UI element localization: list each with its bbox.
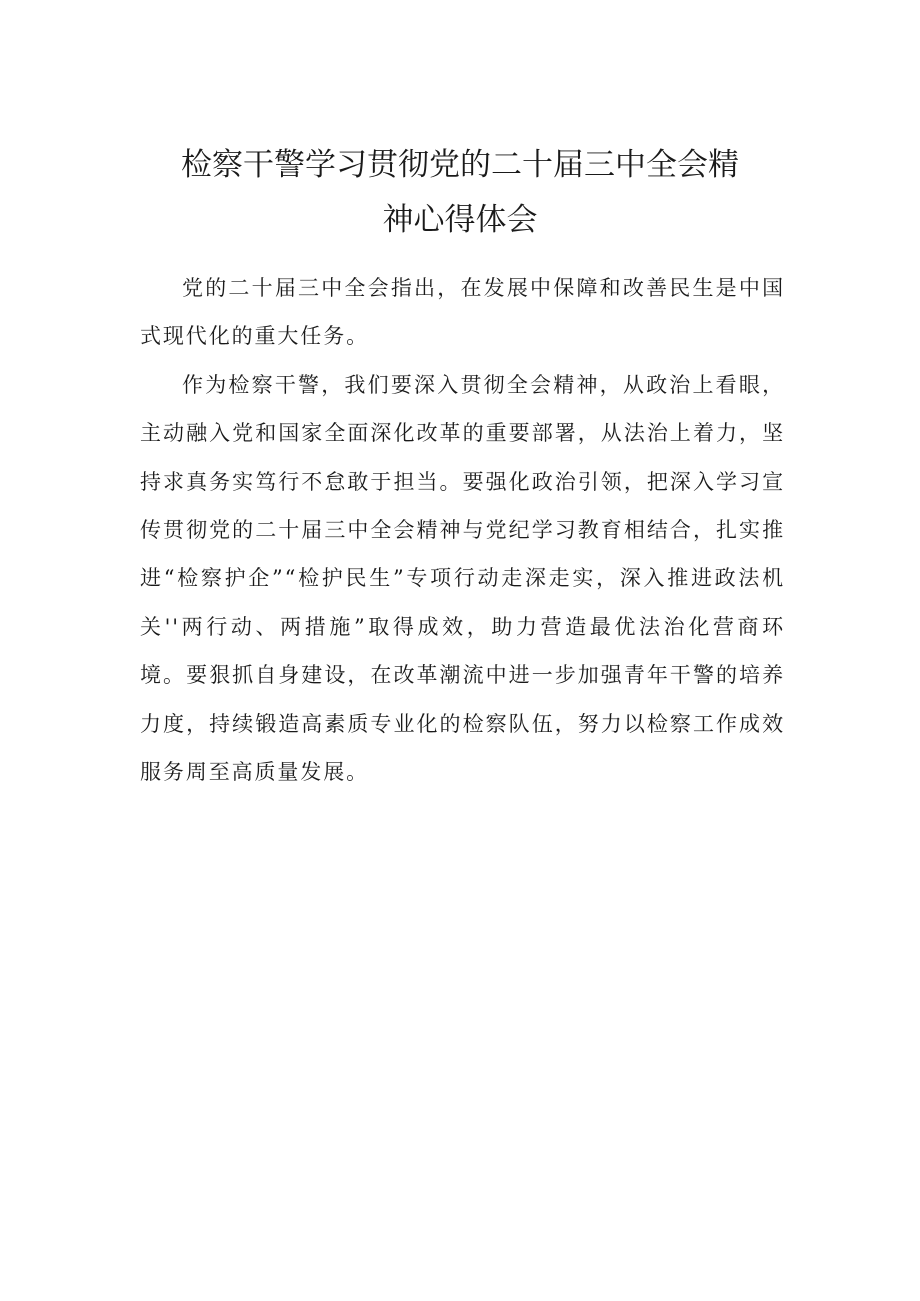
title-line-2: 神心得体会	[382, 202, 538, 238]
title-line-1: 检察干警学习贯彻党的二十届三中全会精	[181, 147, 739, 183]
document-title	[140, 138, 780, 248]
paragraph-2: 作为检察干警，我们要深入贯彻全会精神，从政治上看眼，主动融入党和国家全面深化改革的重要部署，从法治上着力，坚持求真务实笃行不怠敢于担当。要强化政治引领，把深入学习宣传贯彻党的二十届三中全会精神与党纪学习教育相结合，扎实推进“检察护企”“检护民生”专项行动走深走实，深入推进政法机关''两行动、两措施”取得成效，助力营造最优法治化营商环境。要狠抓自身建设，在改革潮流中进一步加强青年干警的培养力度，持续锻造高素质专业化的检察队伍，努力以检察工作成效服务周至高质量发展。	[140, 372, 785, 785]
document-body	[140, 264, 785, 796]
paragraph-1: 党的二十届三中全会指出，在发展中保障和改善民生是中国式现代化的重大任务。	[140, 276, 785, 349]
